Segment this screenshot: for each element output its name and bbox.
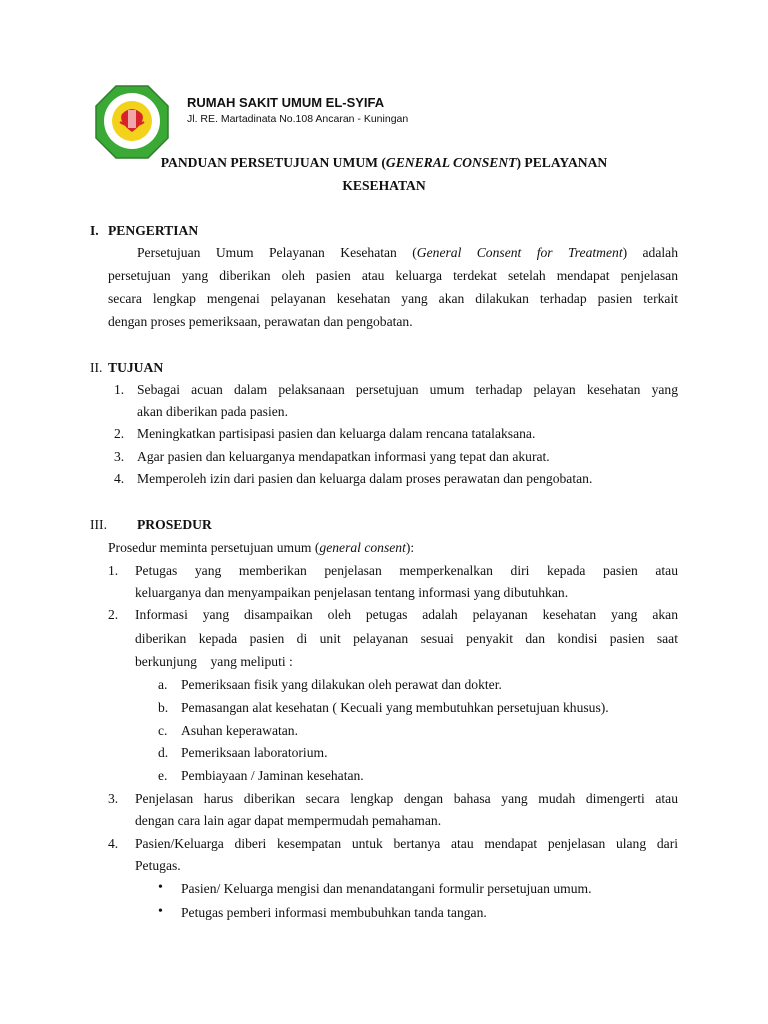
bullet-dot-icon: •	[158, 880, 163, 895]
bullet-dot-icon: •	[158, 904, 163, 919]
sub-e-letter: e.	[158, 768, 168, 783]
hospital-logo	[94, 84, 170, 160]
prosedur-3-number: 3.	[108, 791, 119, 806]
sub-c-text: Asuhan keperawatan.	[181, 723, 299, 738]
prosedur-1-line1: Petugas yang memberikan penjelasan memperkenalkan diri kepada pasien atau	[135, 563, 678, 578]
section-1-line4: dengan proses pemeriksaan, perawatan dan pengobatan.	[108, 314, 413, 329]
prosedur-4-number: 4.	[108, 836, 119, 851]
prosedur-1-line2: keluarganya dan menyampaikan penjelasan tentang informasi yang dibutuhkan.	[135, 585, 569, 600]
prosedur-intro: Prosedur meminta persetujuan umum (general consent):	[108, 540, 415, 555]
tujuan-1-line2: akan diberikan pada pasien.	[137, 404, 288, 419]
section-1-line2: persetujuan yang diberikan oleh pasien atau keluarga terdekat setelah mendapat penjelasan	[108, 268, 678, 283]
prosedur-2-line3: berkunjung yang meliputi :	[135, 654, 293, 669]
section-1-line1: Persetujuan Umum Pelayanan Kesehatan (General Consent for Treatment) adalah	[137, 245, 678, 260]
section-3-number: III.	[90, 517, 107, 532]
tujuan-1-number: 1.	[114, 382, 125, 397]
sub-c-letter: c.	[158, 723, 168, 738]
bullet-2-text: Petugas pemberi informasi membubuhkan tanda tangan.	[181, 905, 487, 920]
prosedur-2-line1: Informasi yang disampaikan oleh petugas adalah pelayanan kesehatan yang akan	[135, 607, 678, 622]
page-title-line2: KESEHATAN	[342, 178, 426, 193]
prosedur-1-number: 1.	[108, 563, 119, 578]
prosedur-2-line2: diberikan kepada pasien di unit pelayanan sesuai penyakit dan kondisi pasien saat	[135, 631, 678, 646]
hospital-address: Jl. RE. Martadinata No.108 Ancaran - Kuningan	[187, 113, 409, 125]
section-1-line3: secara lengkap mengenai pelayanan kesehatan yang akan dilakukan terhadap pasien terkait	[108, 291, 678, 306]
prosedur-2-number: 2.	[108, 607, 119, 622]
tujuan-4-number: 4.	[114, 471, 125, 486]
bullet-1-text: Pasien/ Keluarga mengisi dan menandatangani formulir persetujuan umum.	[181, 881, 592, 896]
sub-d-text: Pemeriksaan laboratorium.	[181, 745, 328, 760]
section-2-heading: TUJUAN	[108, 360, 164, 375]
sub-a-text: Pemeriksaan fisik yang dilakukan oleh perawat dan dokter.	[181, 677, 502, 692]
tujuan-3-number: 3.	[114, 449, 125, 464]
sub-d-letter: d.	[158, 745, 169, 760]
tujuan-3-text: Agar pasien dan keluarganya mendapatkan informasi yang tepat dan akurat.	[137, 449, 550, 464]
tujuan-2-number: 2.	[114, 426, 125, 441]
sub-b-letter: b.	[158, 700, 169, 715]
hospital-name: RUMAH SAKIT UMUM EL-SYIFA	[187, 95, 385, 110]
sub-e-text: Pembiayaan / Jaminan kesehatan.	[181, 768, 364, 783]
tujuan-2-text: Meningkatkan partisipasi pasien dan keluarga dalam rencana tatalaksana.	[137, 426, 536, 441]
section-1-heading: PENGERTIAN	[108, 223, 199, 238]
prosedur-4-line1: Pasien/Keluarga diberi kesempatan untuk bertanya atau mendapat penjelasan ulang dari	[135, 836, 678, 851]
section-2-number: II.	[90, 360, 103, 375]
sub-b-text: Pemasangan alat kesehatan ( Kecuali yang membutuhkan persetujuan khusus).	[181, 700, 609, 715]
section-3-heading: PROSEDUR	[137, 517, 212, 532]
page-title: PANDUAN PERSETUJUAN UMUM (GENERAL CONSENT) PELAYANAN	[160, 155, 608, 170]
section-1-number: I.	[90, 223, 99, 238]
prosedur-4-line2: Petugas.	[135, 858, 181, 873]
sub-a-letter: a.	[158, 677, 168, 692]
tujuan-4-text: Memperoleh izin dari pasien dan keluarga dalam proses perawatan dan pengobatan.	[137, 471, 593, 486]
prosedur-3-line1: Penjelasan harus diberikan secara lengkap dengan bahasa yang mudah dimengerti atau	[135, 791, 678, 806]
tujuan-1-line1: Sebagai acuan dalam pelaksanaan persetujuan umum terhadap pelayan kesehatan yang	[137, 382, 678, 397]
prosedur-3-line2: dengan cara lain agar dapat mempermudah pemahaman.	[135, 813, 442, 828]
